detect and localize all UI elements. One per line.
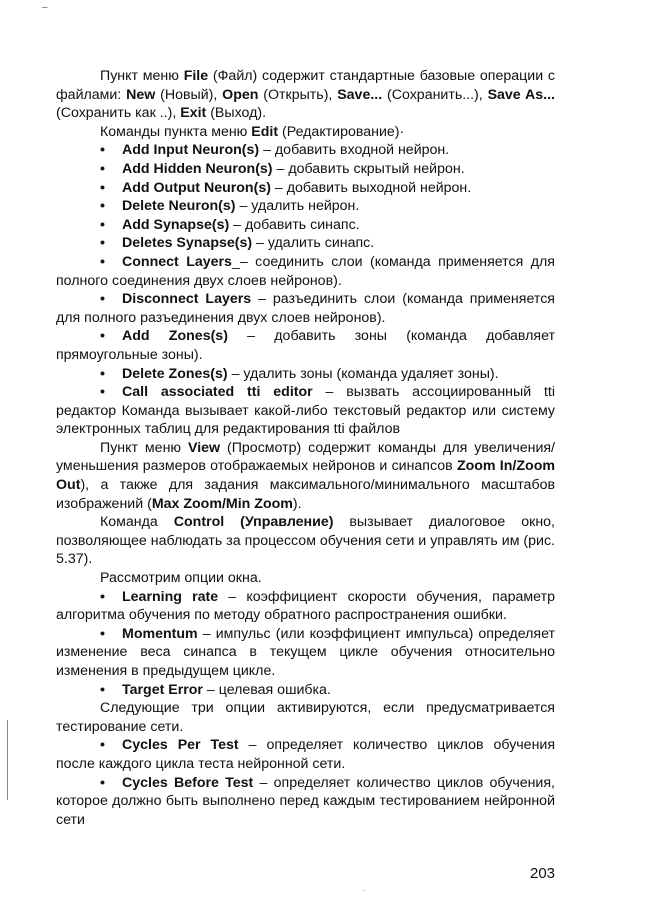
- paragraph-view-menu: Пункт меню View (Просмотр) содержит команды для увеличения/уменьшения размеров отображаемых нейронов и синапсов Zoom In/Zoom Out), а также для задания максимального/минимального масштабов изображений (Max Zoom/Min Zoom).: [56, 439, 555, 512]
- list-item: • Deletes Synapse(s) – удалить синапс.: [100, 235, 375, 252]
- scan-edge-line: [7, 720, 8, 800]
- page-number: 203: [530, 865, 556, 882]
- text-column: [56, 67, 555, 829]
- list-item: • Connect Layers_– соединить слои (команда применяется для полного соединения двух слоев нейронов).: [56, 253, 555, 289]
- list-item: • Call associated tti editor – вызвать ассоциированный tti редактор Команда вызывает какой-либо текстовый редактор или систему электронных таблиц для редактирования tti файлов: [56, 384, 555, 438]
- list-item: • Add Zones(s) – добавить зоны (команда добавляет прямоугольные зоны).: [56, 328, 556, 363]
- list-item: • Add Hidden Neuron(s) – добавить скрытый нейрон.: [100, 160, 465, 177]
- list-item: • Target Error – целевая ошибка.: [100, 681, 331, 698]
- list-item: • Disconnect Layers – разъединить слои (команда применяется для полного разъединения двух слоев нейронов).: [56, 291, 555, 326]
- list-item: • Momentum – импульс (или коэффициент импульса) определяет изменение веса синапса в текущем цикле обучения относительно изменения в предыдущем цикле.: [56, 625, 555, 679]
- paragraph-control: Команда Control (Управление) вызывает диалоговое окно, позволяющее наблюдать за процессом обучения сети и управлять им (рис. 5.37).: [56, 514, 556, 568]
- list-item: • Add Output Neuron(s) – добавить выходной нейрон.: [100, 179, 472, 196]
- list-item: • Add Synapse(s) – добавить синапс.: [100, 216, 360, 233]
- paragraph-test-intro: Следующие три опции активируются, если предусматривается тестирование сети.: [56, 700, 555, 735]
- list-item: • Cycles Per Test – определяет количество циклов обучения после каждого цикла теста нейронной сети.: [56, 737, 556, 772]
- paragraph-options-intro: Рассмотрим опции окна.: [100, 570, 262, 587]
- paragraph-edit-menu: Команды пункта меню Edit (Редактирование)·: [100, 123, 405, 140]
- list-item: • Add Input Neuron(s) – добавить входной нейрон.: [100, 142, 450, 159]
- list-item: • Delete Neuron(s) – удалить нейрон.: [100, 198, 360, 215]
- scan-mark: .: [363, 884, 366, 893]
- list-item: • Learning rate – коэффициент скорости обучения, параметр алгоритма обучения по методу обратного распространения ошибки.: [56, 588, 555, 624]
- list-item: • Cycles Before Test – определяет количество циклов обучения, которое должно быть выполнено перед каждым тестированием нейронной сети: [56, 774, 555, 828]
- paragraph-file-menu: Пункт меню File (Файл) содержит стандартные базовые операции с файлами: New (Новый), Open (Открыть), Save... (Сохранить...), Save As... (Сохранить как ..), Exit (Выход).: [56, 68, 555, 122]
- list-item: • Delete Zones(s) – удалить зоны (команда удаляет зоны).: [100, 365, 499, 382]
- scan-mark: –: [42, 2, 48, 13]
